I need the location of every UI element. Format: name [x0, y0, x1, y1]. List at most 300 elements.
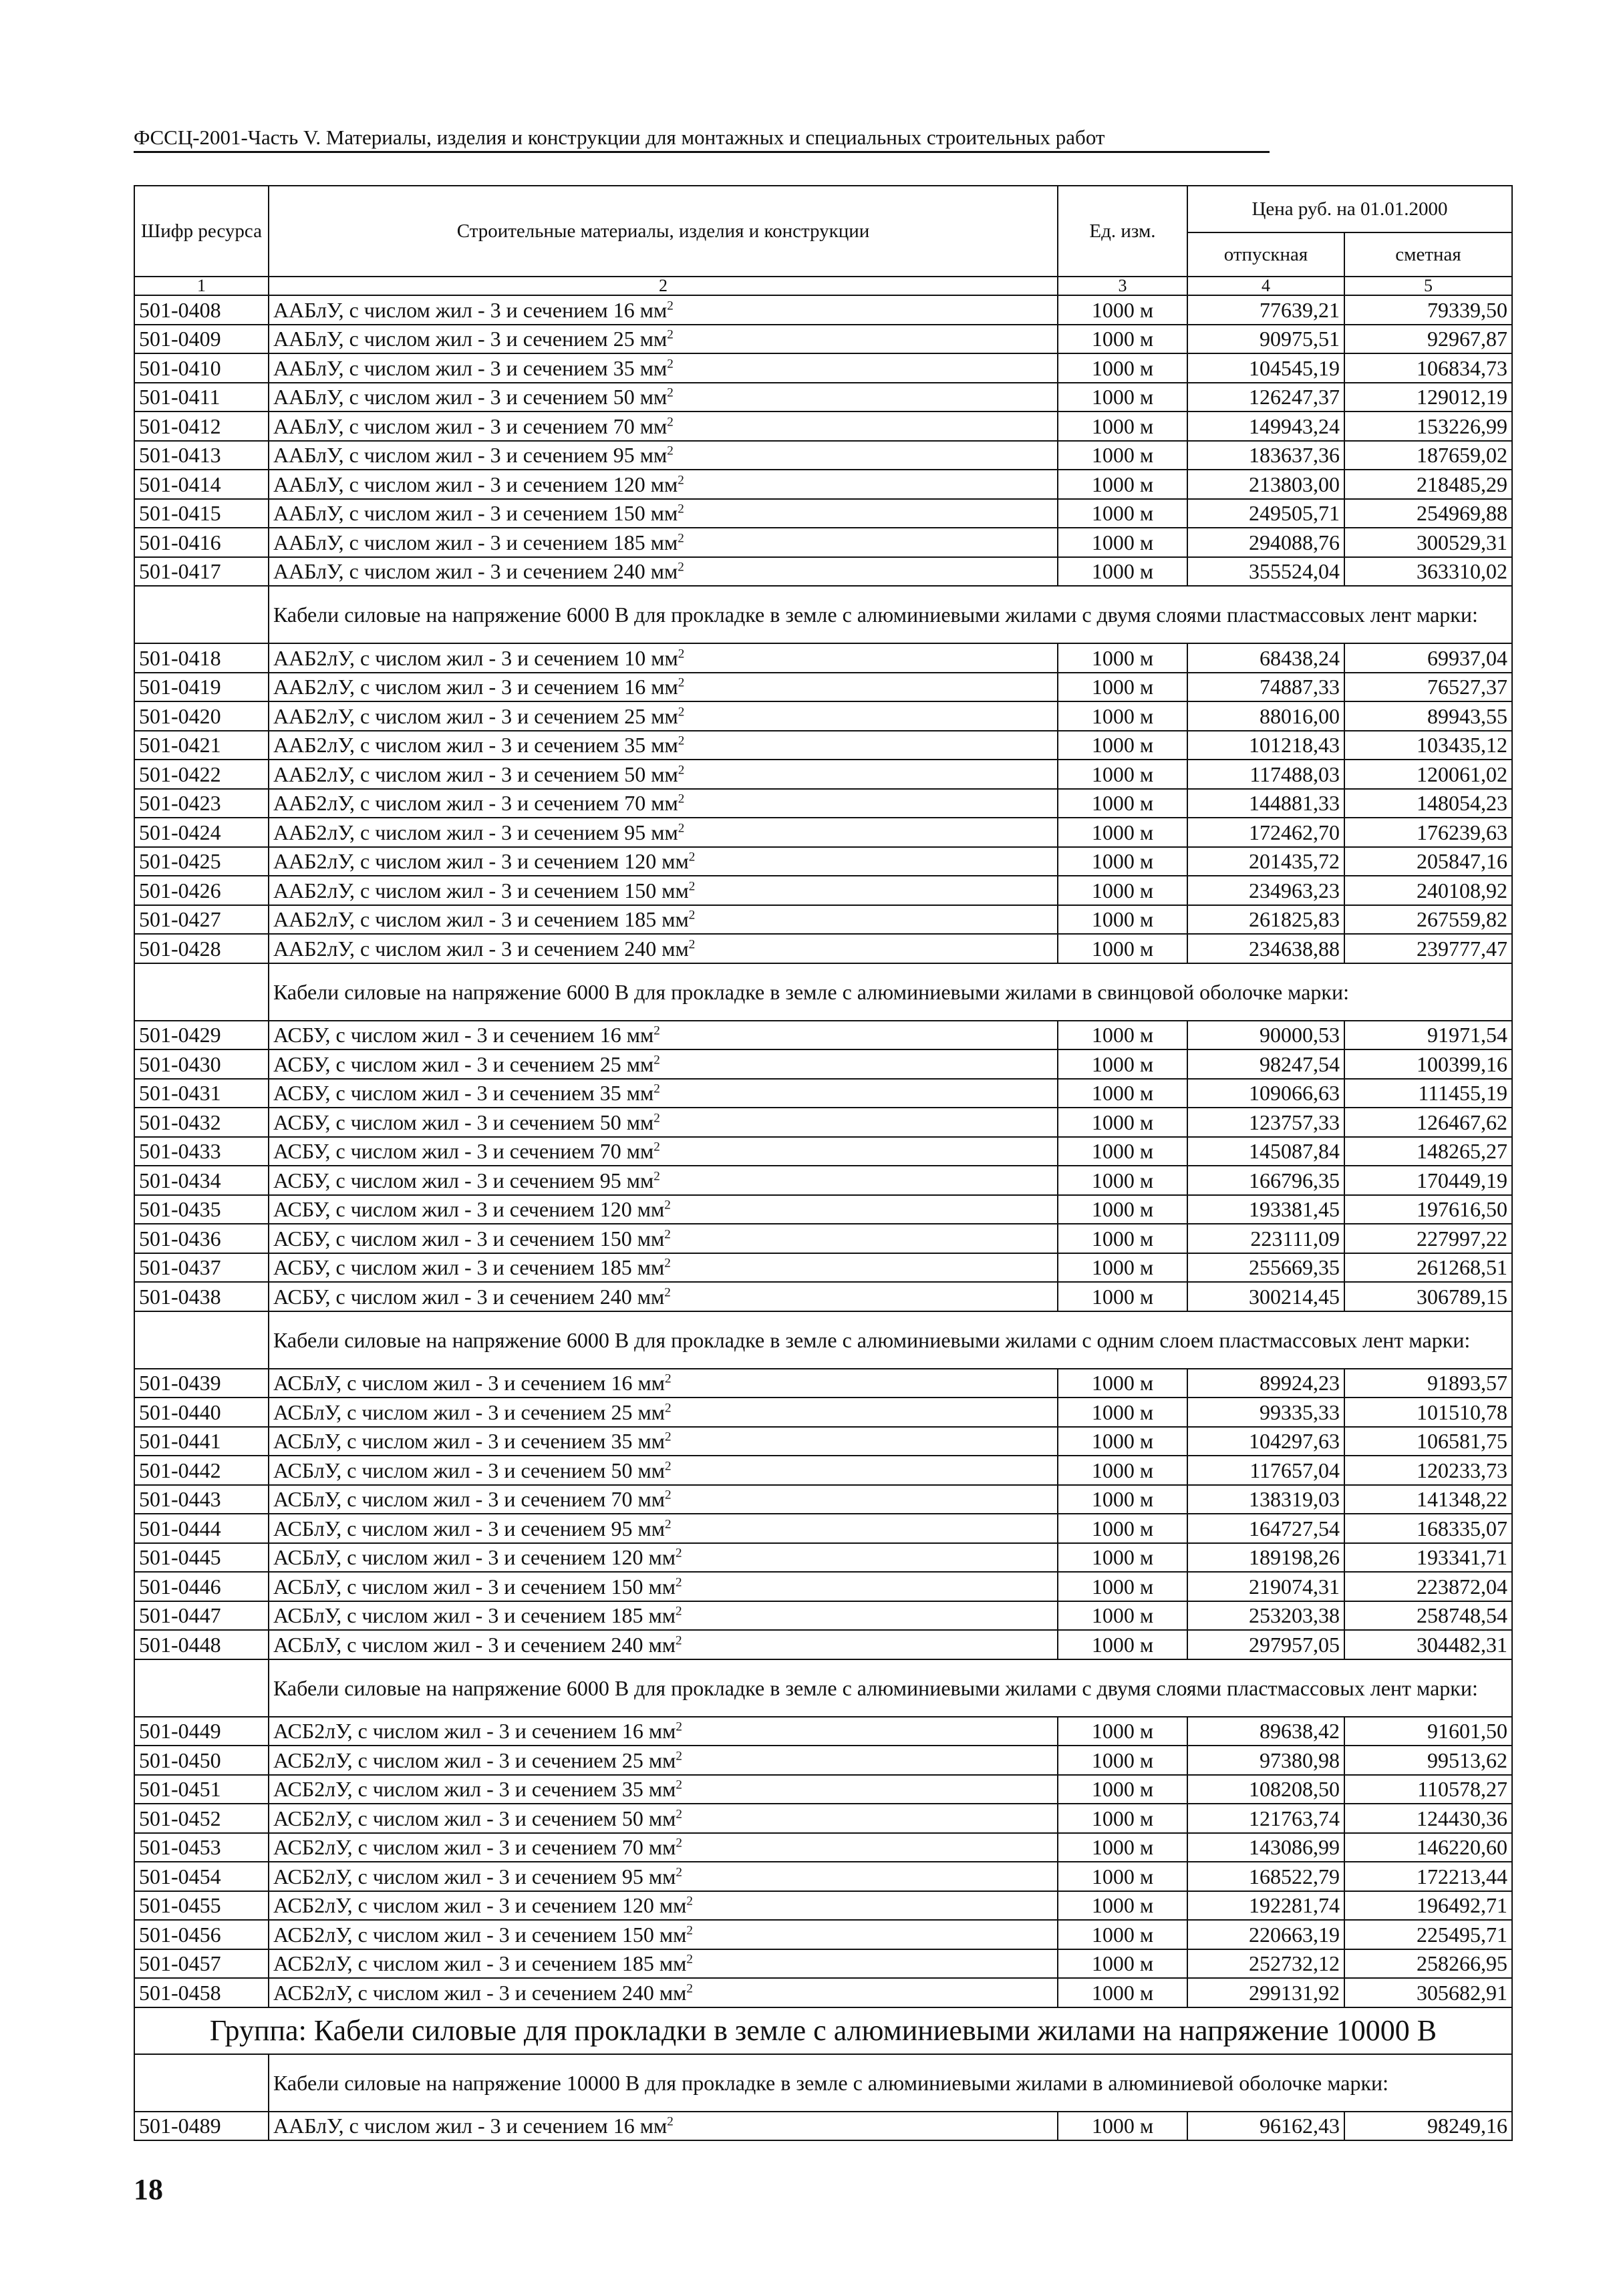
- material-name: [269, 1079, 1058, 1108]
- material-name: [269, 353, 1058, 383]
- release-price: 126247,37: [1187, 383, 1344, 412]
- section-title: Кабели силовые на напряжение 6000 В для прокладке в земле с алюминиевыми жилами с двумя слоями пластмассовых лент марки:: [269, 586, 1512, 643]
- material-name: [269, 1978, 1058, 2007]
- resource-code: 501-0445: [134, 1543, 269, 1573]
- material-name-text: АСБУ, с числом жил - 3 и сечением 150 мм: [273, 1226, 665, 1251]
- release-price: 117657,04: [1187, 1456, 1344, 1485]
- unit-superscript: 2: [664, 1227, 671, 1242]
- unit: 1000 м: [1058, 1021, 1187, 1050]
- resource-code: 501-0425: [134, 847, 269, 876]
- material-name: [269, 528, 1058, 557]
- unit: 1000 м: [1058, 1862, 1187, 1891]
- resource-code: 501-0451: [134, 1775, 269, 1804]
- resource-code: 501-0410: [134, 353, 269, 383]
- resource-code: 501-0420: [134, 701, 269, 731]
- resource-code: 501-0441: [134, 1427, 269, 1456]
- group-title: Группа: Кабели силовые для прокладки в земле с алюминиевыми жилами на напряжение 10000 В: [134, 2007, 1512, 2054]
- unit-superscript: 2: [664, 1488, 672, 1502]
- unit-superscript: 2: [688, 879, 696, 894]
- unit: 1000 м: [1058, 1601, 1187, 1631]
- material-name: [269, 1369, 1058, 1398]
- table-row: [134, 1833, 1512, 1862]
- release-price: 166796,35: [1187, 1166, 1344, 1195]
- release-price: 164727,54: [1187, 1514, 1344, 1543]
- resource-code: 501-0418: [134, 643, 269, 673]
- unit: 1000 м: [1058, 1514, 1187, 1543]
- material-name-text: АСБ2лУ, с числом жил - 3 и сечением 95 мм: [273, 1864, 676, 1889]
- section-title: Кабели силовые на напряжение 6000 В для прокладке в земле с алюминиевыми жилами с двумя слоями пластмассовых лент марки:: [269, 1659, 1512, 1717]
- release-price: 261825,83: [1187, 905, 1344, 935]
- estimate-price: 304482,31: [1344, 1630, 1512, 1659]
- table-row: [134, 1601, 1512, 1631]
- unit: 1000 м: [1058, 1108, 1187, 1137]
- material-name-text: ААБ2лУ, с числом жил - 3 и сечением 120 мм: [273, 849, 689, 874]
- material-name: [269, 673, 1058, 702]
- release-price: 68438,24: [1187, 643, 1344, 673]
- unit: 1000 м: [1058, 1398, 1187, 1427]
- col-header-name: Строительные материалы, изделия и конструкции: [269, 186, 1058, 277]
- unit: 1000 м: [1058, 528, 1187, 557]
- unit: 1000 м: [1058, 412, 1187, 441]
- material-name-text: АСБУ, с числом жил - 3 и сечением 120 мм: [273, 1197, 665, 1222]
- table-row: [134, 818, 1512, 847]
- material-name: [269, 1746, 1058, 1775]
- release-price: 355524,04: [1187, 557, 1344, 587]
- estimate-price: 101510,78: [1344, 1398, 1512, 1427]
- estimate-price: 258748,54: [1344, 1601, 1512, 1631]
- estimate-price: 261268,51: [1344, 1253, 1512, 1283]
- estimate-price: 300529,31: [1344, 528, 1512, 557]
- resource-code: 501-0428: [134, 934, 269, 963]
- unit-superscript: 2: [676, 1778, 682, 1792]
- release-price: 74887,33: [1187, 673, 1344, 702]
- release-price: 213803,00: [1187, 470, 1344, 499]
- material-name-text: ААБ2лУ, с числом жил - 3 и сечением 35 мм: [273, 733, 678, 758]
- resource-code: 501-0431: [134, 1079, 269, 1108]
- unit: 1000 м: [1058, 557, 1187, 587]
- unit-superscript: 2: [676, 1807, 682, 1822]
- estimate-price: 120061,02: [1344, 760, 1512, 789]
- table-row: [134, 1804, 1512, 1833]
- material-name-text: АСБлУ, с числом жил - 3 и сечением 240 мм: [273, 1632, 676, 1657]
- table-row: [134, 1572, 1512, 1601]
- material-name-text: ААБ2лУ, с числом жил - 3 и сечением 150 мм: [273, 878, 689, 903]
- material-name-text: ААБлУ, с числом жил - 3 и сечением 240 мм: [273, 559, 678, 584]
- estimate-price: 91893,57: [1344, 1369, 1512, 1398]
- estimate-price: 258266,95: [1344, 1949, 1512, 1979]
- material-name-text: АСБУ, с числом жил - 3 и сечением 95 мм: [273, 1168, 654, 1192]
- material-name-text: АСБУ, с числом жил - 3 и сечением 16 мм: [273, 1023, 654, 1047]
- unit-superscript: 2: [653, 1169, 660, 1184]
- resource-code: 501-0447: [134, 1601, 269, 1631]
- release-price: 193381,45: [1187, 1195, 1344, 1224]
- material-name-text: АСБ2лУ, с числом жил - 3 и сечением 240 мм: [273, 1980, 687, 2005]
- estimate-price: 79339,50: [1344, 295, 1512, 325]
- resource-code: 501-0443: [134, 1485, 269, 1514]
- release-price: 101218,43: [1187, 731, 1344, 760]
- resource-code: 501-0453: [134, 1833, 269, 1862]
- release-price: 189198,26: [1187, 1543, 1344, 1573]
- resource-code: 501-0422: [134, 760, 269, 789]
- estimate-price: 197616,50: [1344, 1195, 1512, 1224]
- release-price: 108208,50: [1187, 1775, 1344, 1804]
- material-name-text: АСБлУ, с числом жил - 3 и сечением 120 мм: [273, 1545, 676, 1570]
- unit: 1000 м: [1058, 905, 1187, 935]
- unit-superscript: 2: [676, 1865, 682, 1880]
- material-name: [269, 847, 1058, 876]
- table-row: [134, 1079, 1512, 1108]
- section-row: [134, 2054, 1512, 2112]
- resource-code: 501-0452: [134, 1804, 269, 1833]
- resource-code: 501-0416: [134, 528, 269, 557]
- price-table: [134, 185, 1513, 2141]
- unit-superscript: 2: [688, 850, 696, 864]
- unit: 1000 м: [1058, 325, 1187, 354]
- estimate-price: 148265,27: [1344, 1137, 1512, 1166]
- unit-superscript: 2: [675, 1633, 682, 1648]
- estimate-price: 267559,82: [1344, 905, 1512, 935]
- material-name: [269, 1282, 1058, 1311]
- resource-code: 501-0409: [134, 325, 269, 354]
- release-price: 183637,36: [1187, 441, 1344, 470]
- section-spacer: [134, 2054, 269, 2112]
- unit: 1000 м: [1058, 934, 1187, 963]
- unit-superscript: 2: [678, 821, 685, 836]
- material-name-text: ААБлУ, с числом жил - 3 и сечением 35 мм: [273, 355, 668, 380]
- estimate-price: 306789,15: [1344, 1282, 1512, 1311]
- estimate-price: 111455,19: [1344, 1079, 1512, 1108]
- col-header-estimate: сметная: [1344, 232, 1512, 277]
- estimate-price: 205847,16: [1344, 847, 1512, 876]
- release-price: 172462,70: [1187, 818, 1344, 847]
- material-name-text: АСБУ, с числом жил - 3 и сечением 70 мм: [273, 1139, 654, 1164]
- release-price: 77639,21: [1187, 295, 1344, 325]
- unit-superscript: 2: [678, 502, 684, 516]
- unit: 1000 м: [1058, 1543, 1187, 1573]
- unit-superscript: 2: [667, 357, 674, 371]
- estimate-price: 141348,22: [1344, 1485, 1512, 1514]
- estimate-price: 103435,12: [1344, 731, 1512, 760]
- table-row: [134, 441, 1512, 470]
- resource-code: 501-0424: [134, 818, 269, 847]
- table-row: [134, 353, 1512, 383]
- table-row: [134, 847, 1512, 876]
- estimate-price: 99513,62: [1344, 1746, 1512, 1775]
- release-price: 104297,63: [1187, 1427, 1344, 1456]
- estimate-price: 120233,73: [1344, 1456, 1512, 1485]
- col-header-price: Цена руб. на 01.01.2000: [1187, 186, 1512, 232]
- material-name: [269, 499, 1058, 528]
- material-name: [269, 295, 1058, 325]
- table-row: [134, 701, 1512, 731]
- material-name-text: АСБ2лУ, с числом жил - 3 и сечением 150 мм: [273, 1922, 687, 1947]
- material-name-text: АСБ2лУ, с числом жил - 3 и сечением 25 мм: [273, 1748, 676, 1772]
- estimate-price: 223872,04: [1344, 1572, 1512, 1601]
- table-row: [134, 1021, 1512, 1050]
- release-price: 300214,45: [1187, 1282, 1344, 1311]
- material-name-text: АСБлУ, с числом жил - 3 и сечением 50 мм: [273, 1458, 665, 1482]
- material-name-text: АСБУ, с числом жил - 3 и сечением 25 мм: [273, 1051, 654, 1076]
- unit: 1000 м: [1058, 1891, 1187, 1921]
- material-name: [269, 1398, 1058, 1427]
- unit-superscript: 2: [664, 1459, 672, 1474]
- resource-code: 501-0408: [134, 295, 269, 325]
- resource-code: 501-0415: [134, 499, 269, 528]
- material-name: [269, 470, 1058, 499]
- table-row: [134, 1920, 1512, 1949]
- estimate-price: 168335,07: [1344, 1514, 1512, 1543]
- estimate-price: 172213,44: [1344, 1862, 1512, 1891]
- release-price: 297957,05: [1187, 1630, 1344, 1659]
- section-spacer: [134, 1659, 269, 1717]
- estimate-price: 110578,27: [1344, 1775, 1512, 1804]
- table-row: [134, 412, 1512, 441]
- release-price: 109066,63: [1187, 1079, 1344, 1108]
- material-name: [269, 1572, 1058, 1601]
- release-price: 104545,19: [1187, 353, 1344, 383]
- section-spacer: [134, 1311, 269, 1369]
- material-name-text: АСБ2лУ, с числом жил - 3 и сечением 16 мм: [273, 1719, 676, 1744]
- unit-superscript: 2: [664, 1198, 671, 1212]
- unit: 1000 м: [1058, 731, 1187, 760]
- resource-code: 501-0439: [134, 1369, 269, 1398]
- estimate-price: 176239,63: [1344, 818, 1512, 847]
- material-name-text: АСБ2лУ, с числом жил - 3 и сечением 70 мм: [273, 1835, 676, 1860]
- table-row: [134, 470, 1512, 499]
- estimate-price: 106834,73: [1344, 353, 1512, 383]
- release-price: 234638,88: [1187, 934, 1344, 963]
- unit-superscript: 2: [678, 647, 685, 661]
- material-name: [269, 1253, 1058, 1283]
- material-name: [269, 1543, 1058, 1573]
- resource-code: 501-0413: [134, 441, 269, 470]
- section-spacer: [134, 586, 269, 643]
- release-price: 299131,92: [1187, 1978, 1344, 2007]
- table-row: [134, 643, 1512, 673]
- table-row: [134, 1746, 1512, 1775]
- material-name: [269, 2112, 1058, 2141]
- unit-superscript: 2: [688, 937, 696, 952]
- estimate-price: 76527,37: [1344, 673, 1512, 702]
- release-price: 220663,19: [1187, 1920, 1344, 1949]
- unit-superscript: 2: [664, 1371, 672, 1386]
- page-header: ФССЦ-2001-Часть V. Материалы, изделия и конструкции для монтажных и специальных строительных работ: [134, 126, 1270, 153]
- table-row: [134, 934, 1512, 963]
- resource-code: 501-0433: [134, 1137, 269, 1166]
- unit-superscript: 2: [664, 1401, 672, 1416]
- material-name-text: ААБлУ, с числом жил - 3 и сечением 16 мм: [273, 297, 668, 322]
- material-name-text: АСБ2лУ, с числом жил - 3 и сечением 35 мм: [273, 1777, 676, 1802]
- unit-superscript: 2: [664, 1256, 671, 1271]
- estimate-price: 363310,02: [1344, 557, 1512, 587]
- material-name: [269, 1514, 1058, 1543]
- material-name-text: ААБлУ, с числом жил - 3 и сечением 50 мм: [273, 385, 668, 409]
- material-name-text: АСБ2лУ, с числом жил - 3 и сечением 185 мм: [273, 1951, 687, 1976]
- material-name-text: ААБ2лУ, с числом жил - 3 и сечением 50 мм: [273, 762, 678, 786]
- estimate-price: 196492,71: [1344, 1891, 1512, 1921]
- material-name-text: АСБлУ, с числом жил - 3 и сечением 150 мм: [273, 1574, 676, 1599]
- material-name: [269, 412, 1058, 441]
- release-price: 123757,33: [1187, 1108, 1344, 1137]
- estimate-price: 146220,60: [1344, 1833, 1512, 1862]
- table-body: [134, 295, 1512, 2140]
- col-header-code: Шифр ресурса: [134, 186, 269, 277]
- table-row: [134, 1485, 1512, 1514]
- material-name: [269, 1427, 1058, 1456]
- estimate-price: 227997,22: [1344, 1224, 1512, 1253]
- estimate-price: 91971,54: [1344, 1021, 1512, 1050]
- material-name: [269, 383, 1058, 412]
- material-name-text: ААБлУ, с числом жил - 3 и сечением 120 мм: [273, 472, 678, 496]
- material-name: [269, 1949, 1058, 1979]
- estimate-price: 69937,04: [1344, 643, 1512, 673]
- unit: 1000 м: [1058, 1195, 1187, 1224]
- estimate-price: 98249,16: [1344, 2112, 1512, 2141]
- material-name-text: ААБ2лУ, с числом жил - 3 и сечением 16 мм: [273, 675, 678, 699]
- section-title: Кабели силовые на напряжение 6000 В для прокладке в земле с алюминиевыми жилами в свинцовой оболочке марки:: [269, 963, 1512, 1021]
- resource-code: 501-0432: [134, 1108, 269, 1137]
- unit: 1000 м: [1058, 673, 1187, 702]
- material-name: [269, 1485, 1058, 1514]
- unit-superscript: 2: [667, 2114, 674, 2129]
- material-name-text: АСБлУ, с числом жил - 3 и сечением 70 мм: [273, 1487, 665, 1512]
- section-spacer: [134, 963, 269, 1021]
- material-name: [269, 1108, 1058, 1137]
- estimate-price: 240108,92: [1344, 876, 1512, 905]
- col-header-release: отпускная: [1187, 232, 1344, 277]
- table-row: [134, 673, 1512, 702]
- resource-code: 501-0435: [134, 1195, 269, 1224]
- unit: 1000 м: [1058, 1282, 1187, 1311]
- unit-superscript: 2: [653, 1140, 660, 1154]
- unit: 1000 м: [1058, 383, 1187, 412]
- table-row: [134, 325, 1512, 354]
- estimate-price: 254969,88: [1344, 499, 1512, 528]
- release-price: 219074,31: [1187, 1572, 1344, 1601]
- release-price: 143086,99: [1187, 1833, 1344, 1862]
- section-title: Кабели силовые на напряжение 6000 В для прокладке в земле с алюминиевыми жилами с одним слоем пластмассовых лент марки:: [269, 1311, 1512, 1369]
- unit: 1000 м: [1058, 353, 1187, 383]
- release-price: 255669,35: [1187, 1253, 1344, 1283]
- resource-code: 501-0412: [134, 412, 269, 441]
- material-name: [269, 760, 1058, 789]
- material-name: [269, 876, 1058, 905]
- unit-superscript: 2: [678, 792, 685, 806]
- table-row: [134, 1775, 1512, 1804]
- unit: 1000 м: [1058, 1224, 1187, 1253]
- release-price: 223111,09: [1187, 1224, 1344, 1253]
- unit-superscript: 2: [686, 1952, 693, 1967]
- resource-code: 501-0489: [134, 2112, 269, 2141]
- unit-superscript: 2: [653, 1082, 660, 1096]
- group-row: [134, 2007, 1512, 2054]
- table-row: [134, 1427, 1512, 1456]
- estimate-price: 91601,50: [1344, 1717, 1512, 1746]
- material-name: [269, 1775, 1058, 1804]
- material-name-text: ААБлУ, с числом жил - 3 и сечением 95 мм: [273, 443, 668, 468]
- table-row: [134, 1369, 1512, 1398]
- col-number: 2: [269, 277, 1058, 295]
- table-row: [134, 2112, 1512, 2141]
- table-row: [134, 1398, 1512, 1427]
- unit: 1000 м: [1058, 1775, 1187, 1804]
- resource-code: 501-0438: [134, 1282, 269, 1311]
- section-row: [134, 1311, 1512, 1369]
- material-name: [269, 701, 1058, 731]
- resource-code: 501-0444: [134, 1514, 269, 1543]
- material-name: [269, 1891, 1058, 1921]
- unit: 1000 м: [1058, 1427, 1187, 1456]
- estimate-price: 129012,19: [1344, 383, 1512, 412]
- unit-superscript: 2: [667, 444, 674, 458]
- unit-superscript: 2: [667, 385, 674, 400]
- unit: 1000 м: [1058, 1833, 1187, 1862]
- material-name: [269, 441, 1058, 470]
- resource-code: 501-0458: [134, 1978, 269, 2007]
- material-name: [269, 1804, 1058, 1833]
- unit-superscript: 2: [686, 1981, 693, 1996]
- release-price: 98247,54: [1187, 1049, 1344, 1079]
- material-name-text: АСБ2лУ, с числом жил - 3 и сечением 120 мм: [273, 1893, 687, 1918]
- material-name-text: ААБлУ, с числом жил - 3 и сечением 16 мм: [273, 2114, 668, 2138]
- unit: 1000 м: [1058, 1630, 1187, 1659]
- release-price: 97380,98: [1187, 1746, 1344, 1775]
- table-row: [134, 1166, 1512, 1195]
- unit-superscript: 2: [653, 1111, 660, 1126]
- section-row: [134, 963, 1512, 1021]
- table-row: [134, 1137, 1512, 1166]
- material-name: [269, 934, 1058, 963]
- material-name-text: АСБУ, с числом жил - 3 и сечением 50 мм: [273, 1110, 654, 1134]
- unit-superscript: 2: [667, 299, 674, 313]
- resource-code: 501-0421: [134, 731, 269, 760]
- table-row: [134, 1456, 1512, 1485]
- material-name: [269, 1862, 1058, 1891]
- unit: 1000 м: [1058, 2112, 1187, 2141]
- release-price: 89638,42: [1187, 1717, 1344, 1746]
- resource-code: 501-0430: [134, 1049, 269, 1079]
- col-number: 4: [1187, 277, 1344, 295]
- material-name: [269, 557, 1058, 587]
- unit: 1000 м: [1058, 701, 1187, 731]
- unit-superscript: 2: [664, 1430, 672, 1444]
- unit: 1000 м: [1058, 876, 1187, 905]
- material-name: [269, 1021, 1058, 1050]
- release-price: 138319,03: [1187, 1485, 1344, 1514]
- resource-code: 501-0423: [134, 789, 269, 818]
- material-name-text: АСБлУ, с числом жил - 3 и сечением 16 мм: [273, 1371, 665, 1396]
- table-row: [134, 557, 1512, 587]
- estimate-price: 89943,55: [1344, 701, 1512, 731]
- material-name: [269, 1601, 1058, 1631]
- unit-superscript: 2: [676, 1836, 682, 1850]
- material-name: [269, 1224, 1058, 1253]
- unit-superscript: 2: [678, 733, 685, 748]
- table-row: [134, 1514, 1512, 1543]
- unit-superscript: 2: [678, 705, 685, 719]
- unit-superscript: 2: [675, 1546, 682, 1561]
- estimate-price: 100399,16: [1344, 1049, 1512, 1079]
- unit: 1000 м: [1058, 1166, 1187, 1195]
- table-row: [134, 383, 1512, 412]
- material-name-text: АСБУ, с числом жил - 3 и сечением 240 мм: [273, 1284, 665, 1309]
- col-number: 3: [1058, 277, 1187, 295]
- table-row: [134, 1108, 1512, 1137]
- release-price: 201435,72: [1187, 847, 1344, 876]
- col-number: 5: [1344, 277, 1512, 295]
- table-row: [134, 760, 1512, 789]
- material-name: [269, 643, 1058, 673]
